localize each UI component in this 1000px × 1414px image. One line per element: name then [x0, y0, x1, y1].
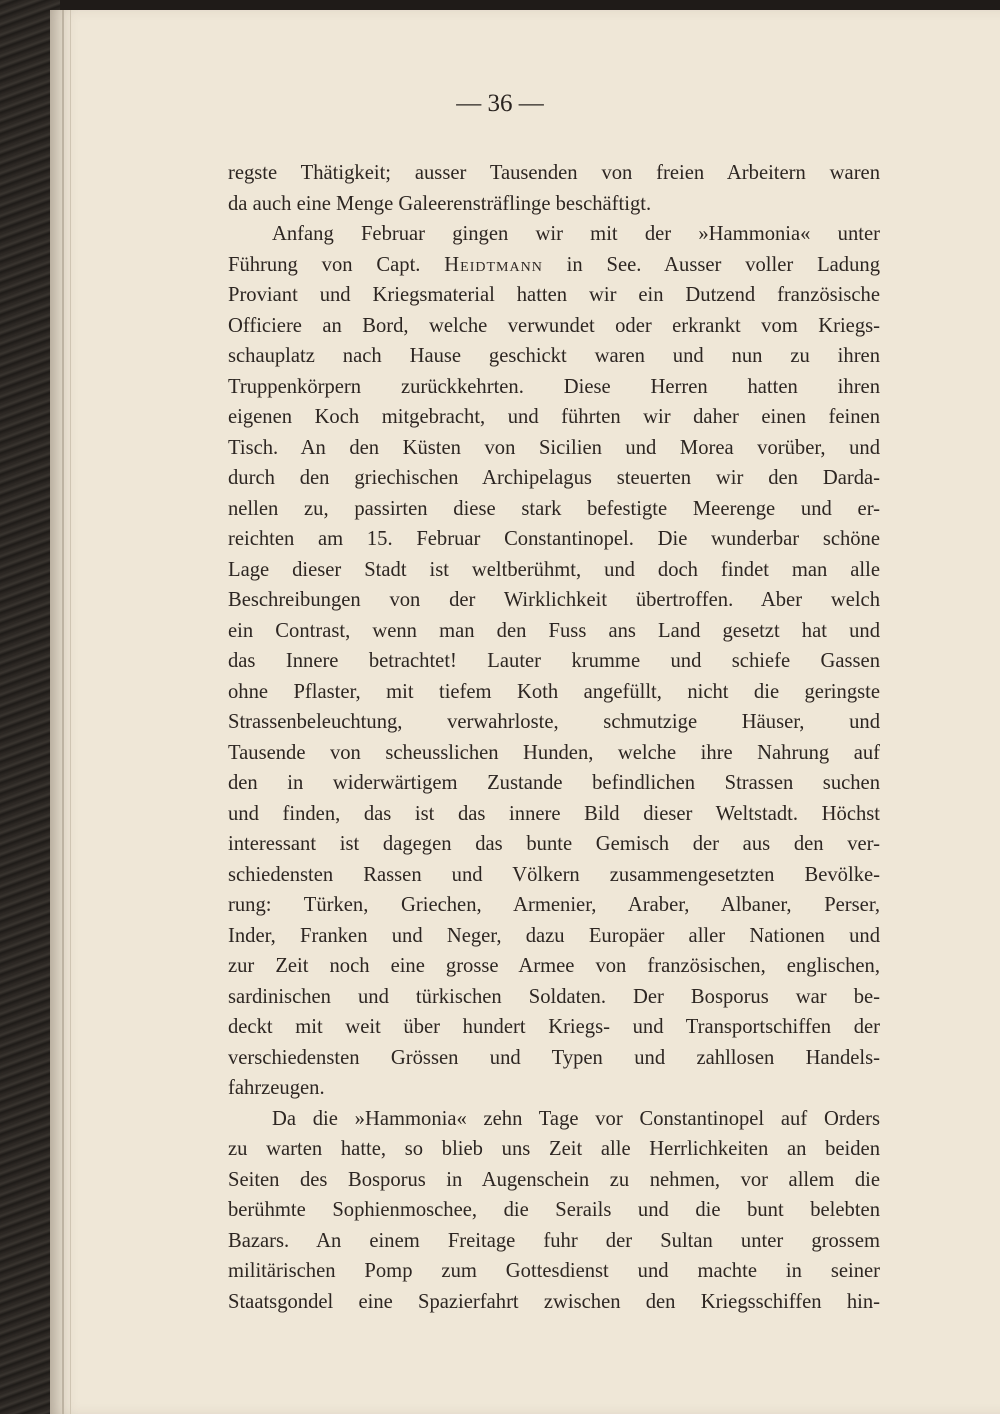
text-line: interessant ist dagegen das bunte Gemisch der aus den ver-: [228, 833, 880, 855]
text-line: schauplatz nach Hause geschickt waren und nun zu ihren: [228, 345, 880, 367]
text-line: fahrzeugen.: [228, 1077, 325, 1099]
text-line: sardinischen und türkischen Soldaten. Der Bosporus war be-: [228, 985, 880, 1008]
page-gutter-line-inner: [70, 10, 71, 1414]
text-line: Staatsgondel eine Spazierfahrt zwischen den Kriegsschiffen hin-: [228, 1290, 880, 1313]
text-line: regste Thätigkeit; ausser Tausenden von freien Arbeitern waren: [228, 162, 880, 184]
text-line: schiedensten Rassen und Völkern zusammengesetzten Bevölke-: [228, 863, 880, 886]
text-line: Tausende von scheusslichen Hunden, welche ihre Nahrung auf: [228, 741, 880, 764]
text-line: rung: Türken, Griechen, Armenier, Araber, Albaner, Perser,: [228, 894, 880, 916]
captain-name: Heidtmann: [444, 253, 543, 276]
text-line: militärischen Pomp zum Gottesdienst und machte in seiner: [228, 1260, 880, 1282]
text-segment: in See. Ausser voller Ladung: [542, 253, 880, 276]
text-line: Officiere an Bord, welche verwundet oder erkrankt vom Kriegs-: [228, 314, 880, 337]
page-number: — 36 —: [456, 90, 544, 117]
text-line: nellen zu, passirten diese stark befestigte Meerenge und er-: [228, 497, 880, 520]
text-line: Anfang Februar gingen wir mit der »Hammonia« unter: [272, 223, 880, 245]
text-line: verschiedensten Grössen und Typen und zahllosen Handels-: [228, 1046, 880, 1069]
text-line: Strassenbeleuchtung, verwahrloste, schmutzige Häuser, und: [228, 711, 880, 733]
text-line: durch den griechischen Archipelagus steuerten wir den Darda-: [228, 467, 880, 489]
text-line: Inder, Franken und Neger, dazu Europäer aller Nationen und: [228, 924, 880, 947]
text-line: Truppenkörpern zurückkehrten. Diese Herren hatten ihren: [228, 375, 880, 398]
text-line: zu warten hatte, so blieb uns Zeit alle Herrlichkeiten an beiden: [228, 1138, 880, 1160]
text-line: und finden, das ist das innere Bild dieser Weltstadt. Höchst: [228, 802, 880, 825]
text-line: eigenen Koch mitgebracht, und führten wir daher einen feinen: [228, 406, 880, 428]
text-segment: Führung von Capt.: [228, 253, 445, 276]
text-line: Proviant und Kriegsmaterial hatten wir ein Dutzend französische: [228, 284, 880, 306]
text-line: berühmte Sophienmoschee, die Serails und die bunt belebten: [228, 1199, 880, 1221]
text-line: Lage dieser Stadt ist weltberühmt, und doch findet man alle: [228, 558, 880, 581]
text-line: Seiten des Bosporus in Augenschein zu nehmen, vor allem die: [228, 1168, 880, 1191]
page-gutter-line: [62, 10, 64, 1414]
text-line: Da die »Hammonia« zehn Tage vor Constantinopel auf Orders: [272, 1107, 880, 1130]
text-line: ein Contrast, wenn man den Fuss ans Land gesetzt hat und: [228, 619, 880, 642]
text-line: da auch eine Menge Galeerensträflinge beschäftigt.: [228, 192, 652, 215]
text-line: reichten am 15. Februar Constantinopel. Die wunderbar schöne: [228, 528, 880, 550]
text-line: den in widerwärtigem Zustande befindlichen Strassen suchen: [228, 772, 880, 794]
text-line: Tisch. An den Küsten von Sicilien und Morea vorüber, und: [228, 436, 880, 459]
text-line: Bazars. An einem Freitage fuhr der Sultan unter grossem: [228, 1229, 880, 1252]
text-line: zur Zeit noch eine grosse Armee von französischen, englischen,: [228, 955, 880, 977]
text-line: [228, 250, 880, 281]
text-line: das Innere betrachtet! Lauter krumme und schiefe Gassen: [228, 650, 880, 672]
text-line: ohne Pflaster, mit tiefem Koth angefüllt, nicht die geringste: [228, 680, 880, 703]
text-line: Beschreibungen von der Wirklichkeit übertroffen. Aber welch: [228, 589, 880, 611]
text-line: deckt mit weit über hundert Kriegs- und Transportschiffen der: [228, 1016, 880, 1038]
body-text: [228, 158, 880, 1317]
